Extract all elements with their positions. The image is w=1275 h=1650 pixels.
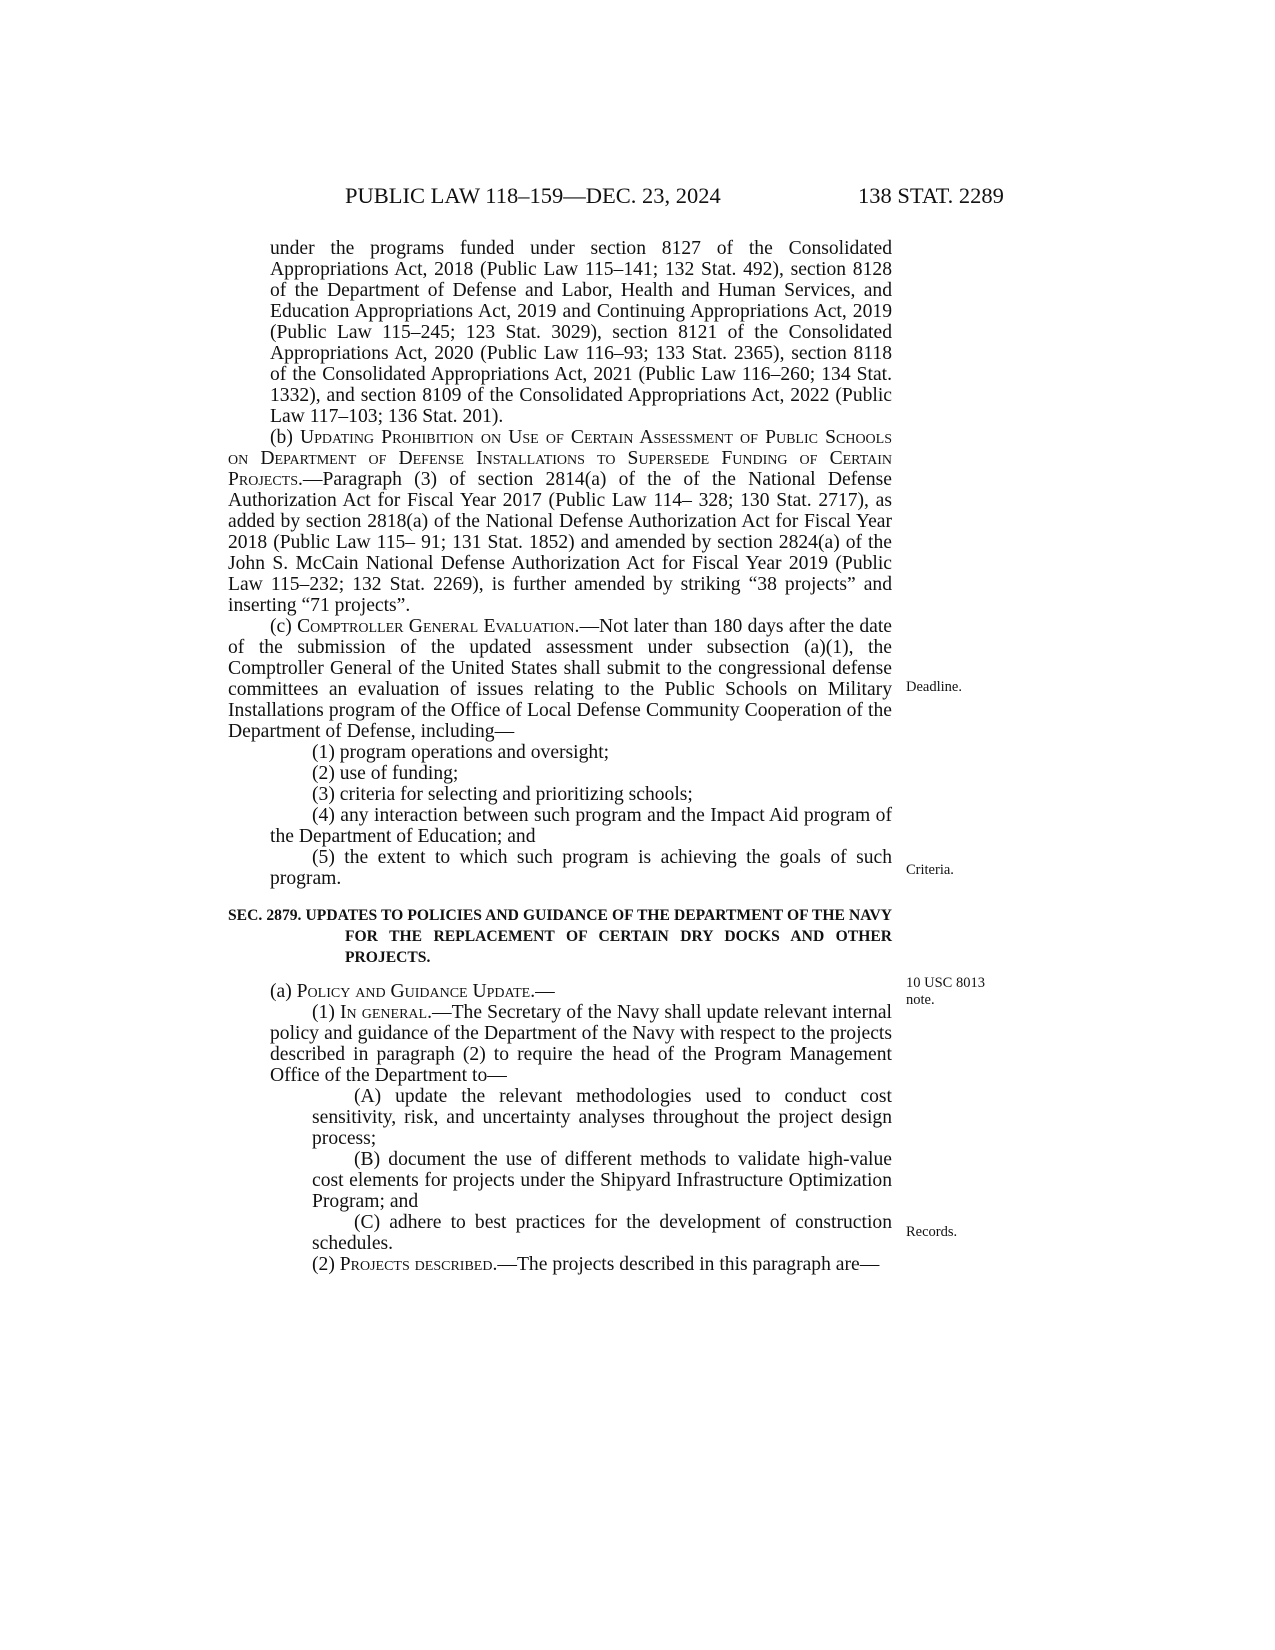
paragraph-a1-label: (1) [312, 1002, 340, 1023]
running-header-stat-page: 138 STAT. 2289 [858, 183, 1004, 208]
subsection-b [228, 427, 892, 616]
paragraph-c1: (1) program operations and oversight; [312, 742, 610, 763]
section-title: UPDATES TO POLICIES AND GUIDANCE OF THE DEPARTMENT OF THE NAVY FOR THE REPLACEMENT OF CERTAIN DRY DOCKS AND OTHER PROJECTS. [305, 907, 892, 966]
margin-note-usc-line1: 10 USC 8013 [906, 975, 985, 991]
continued-paragraph: under the programs funded under section 8127 of the Consolidated Appropriations Act, 2018 (Public Law 115–141; 132 Stat. 492), section 8128 of the Department of Defense and Labor, Health and Human Services, and Education Appropriations Act, 2019 and Continuing Appropriations Act, 2019 (Public Law 115–245; 123 Stat. 3029), section 8121 of the Consolidated Appropriations Act, 2020 (Public Law 116–93; 133 Stat. 2365), section 8118 of the Consolidated Appropriations Act, 2021 (Public Law 116–260; 134 Stat. 1332), and section 8109 of the Consolidated Appropriations Act, 2022 (Public Law 117–103; 136 Stat. 201). [270, 238, 892, 427]
subsection-b-label: (b) [270, 427, 300, 448]
main-text [228, 238, 892, 1275]
paragraph-a1-heading: In general. [339, 1002, 432, 1023]
section-number: SEC. 2879. [228, 907, 306, 924]
paragraph-a2-text: —The projects described in this paragraph are— [497, 1254, 880, 1275]
margin-note-usc [906, 975, 985, 1009]
paragraph-c3: (3) criteria for selecting and prioritizing schools; [312, 784, 693, 805]
subsection-c-text: —Not later than 180 days after the date of the submission of the updated assessment under subsection (a)(1), the Comptroller General of the United States shall submit to the congressional defense committees an evaluation of issues relating to the Public Schools on Military Installations program of the Office of Local Defense Community Cooperation of the Department of Defense, including— [228, 616, 892, 742]
paragraph-a2-heading: Projects described. [339, 1254, 498, 1275]
subsection-a-heading: Policy and Guidance Update. [296, 981, 536, 1002]
paragraph-c4: (4) any interaction between such program and the Impact Aid program of the Department of Education; and [270, 805, 892, 847]
running-header-title: PUBLIC LAW 118–159—DEC. 23, 2024 [345, 183, 721, 208]
subsection-a-label: (a) [270, 981, 297, 1002]
margin-note-deadline: Deadline. [906, 679, 962, 695]
paragraph-a2 [228, 1254, 892, 1275]
section-heading [228, 905, 892, 968]
paragraph-c5: (5) the extent to which such program is achieving the goals of such program. [270, 847, 892, 889]
margin-note-criteria: Criteria. [906, 862, 954, 878]
subparagraph-c: (C) adhere to best practices for the development of construction schedules. [312, 1212, 892, 1254]
subsection-a [228, 981, 892, 1002]
subsection-a-dash: — [535, 981, 555, 1002]
margin-note-usc-line2: note. [906, 992, 935, 1008]
subsection-c-heading: Comptroller General Evaluation. [297, 616, 580, 637]
subsection-c [228, 616, 892, 742]
subsection-b-text: —Paragraph (3) of section 2814(a) of the of the National Defense Authorization Act for Fiscal Year 2017 (Public Law 114– 328; 130 Stat. 2717), as added by section 2818(a) of the National Defense Authorization Act for Fiscal Year 2018 (Public Law 115– 91; 131 Stat. 1852) and amended by section 2824(a) of the John S. McCain National Defense Authorization Act for Fiscal Year 2019 (Public Law 115–232; 132 Stat. 2269), is further amended by striking “38 projects” and inserting “71 projects”. [228, 469, 892, 616]
paragraph-a2-label: (2) [312, 1254, 340, 1275]
subsection-b-heading: Updating Prohibition on Use of Certain Assessment of Public Schools on Department of Defense Installations to Supersede Funding of Certain Projects. [228, 427, 893, 490]
paragraph-a1 [228, 1002, 892, 1086]
margin-note-records: Records. [906, 1224, 958, 1240]
subparagraph-b: (B) document the use of different methods to validate high-value cost elements for projects under the Shipyard Infrastructure Optimization Program; and [312, 1149, 892, 1212]
subsection-c-label: (c) [270, 616, 298, 637]
subparagraph-a: (A) update the relevant methodologies used to conduct cost sensitivity, risk, and uncertainty analyses throughout the project design process; [312, 1086, 892, 1149]
paragraph-c2: (2) use of funding; [312, 763, 459, 784]
paragraph-a1-text: —The Secretary of the Navy shall update relevant internal policy and guidance of the Department of the Navy with respect to the projects described in paragraph (2) to require the head of the Program Management Office of the Department to— [270, 1002, 892, 1086]
